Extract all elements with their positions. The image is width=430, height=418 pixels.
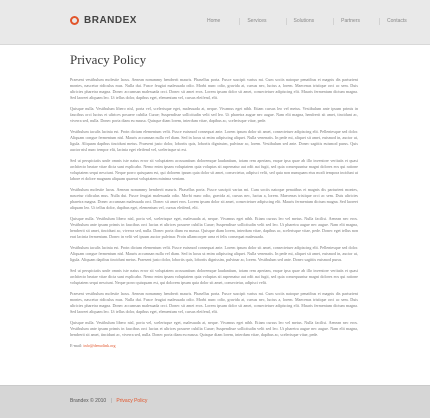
paragraph: Vestibulum molestie lacus. Aenean nonummy hendrerit mauris. Phasellus porta. Fusce suscipit varius mi. Cum sociis natoque penatibus et magnis dis parturient montes, nascetur ridiculus mus. Nulla dui. Fusce feugiat malesuada odio. Morbi nunc odio, gravida at, cursus nec, luctus a, lorem. Maecenas tristique orci ac sem. Duis ultricies pharetra magna. Donec accumsan malesuada orci. Donec sit amet eros. Lorem ipsum dolor sit amet, consectetuer adipiscing elit. Mauris fermentum dictum magna. Sed laoreet aliquam leo. Ut tellus dolor, dapibus eget, elementum vel, cursus eleifend, elit. [70,187,358,210]
email-line [70,343,358,349]
footer [0,385,430,418]
paragraph: Sed ut perspiciatis unde omnis iste natus error sit voluptatem accusantium doloremque laudantium, totam rem aperiam, eaque ipsa quae ab illo inventore veritatis et quasi architecto beatae vitae dicta sunt explicabo. Nemo enim ipsam voluptatem quia voluptas sit aspernatur aut odit aut fugit, sed quia consequuntur magni dolores eos qui ratione voluptatem sequi nesciunt. Neque porro quisquam est, qui dolorem ipsum quia dolor sit amet, consectetur, adipisci velit. [70,268,358,285]
paragraph: Quisque nulla. Vestibulum libero nisl, porta vel, scelerisque eget, malesuada at, neque. Vivamus eget nibh. Etiam cursus leo vel metus. Nulla facilisi. Aenean nec eros. Vestibulum ante ipsum primis in faucibus orci luctus et ultrices posuere cubilia Curae; Suspendisse sollicitudin velit sed leo. Ut pharetra augue nec augue. Nam elit magna, hendrerit sit amet, tincidunt ac, viverra sed, nulla. Donec porta diam eu massa. Quisque diam lorem, interdum vitae, dapibus ac, scelerisque vitae, pede. Donec eget tellus non erat lacinia fermentum. Donec in velit vel ipsum auctor pulvinar. Proin ullamcorper urna et felis consequat malesuada. [70,216,358,239]
paragraph: Sed ut perspiciatis unde omnis iste natus error sit voluptatem accusantium doloremque laudantium, totam rem aperiam, eaque ipsa quae ab illo inventore veritatis et quasi architecto beatae vitae dicta sunt explicabo. Nemo enim ipsam voluptatem quia voluptas sit aspernatur aut odit aut fugit, sed quia consequuntur magni dolores eos qui ratione voluptatem sequi nesciunt. Neque porro quisquam est, qui dolorem ipsum quia dolor sit amet, consectetur, adipisci velit, sed quia non numquam eius modi tempora incidunt ut labore et dolore magnam aliquam quaerat voluptatem minima veniam. [70,158,358,181]
nav-solutions[interactable]: Solutions [286,18,322,25]
paragraph: Praesent vestibulum molestie lacus. Aenean nonummy hendrerit mauris. Phasellus porta. Fusce suscipit varius mi. Cum sociis natoque penatibus et magnis dis parturient montes, nascetur ridiculus mus. Nulla dui. Fusce feugiat malesuada odio. Morbi nunc odio, gravida at, cursus nec, luctus a, lorem. Maecenas tristique orci ac sem. Duis ultricies pharetra magna. Donec accumsan malesuada orci. Donec sit amet eros. Lorem ipsum dolor sit amet, consectetuer adipiscing elit. Mauris fermentum dictum magna. Sed laoreet aliquam leo. Ut tellus dolor, dapibus eget, elementum vel, cursus eleifend, elit. [70,291,358,314]
paragraph: Vestibulum iaculis lacinia est. Proin dictum elementum velit. Fusce euismod consequat ante. Lorem ipsum dolor sit amet, consectetuer adipiscing elit. Pellentesque sed dolor. Aliquam congue fermentum nisl. Mauris accumsan nulla vel diam. Sed in lacus ut enim adipiscing aliquet. Nulla venenatis. In pede mi, aliquet sit amet, euismod in, auctor ut, ligula. Aliquam dapibus tincidunt metus. Praesent justo dolor, lobortis quis, lobortis dignissim, pulvinar ac, lorem. Vestibulum sed ante. Donec sagittis euismod purus. [70,245,358,262]
page-title: Privacy Policy [70,52,147,67]
footer-copyright [70,398,147,404]
email-link[interactable]: info@demolink.org [83,343,116,348]
logo[interactable] [70,15,137,26]
logo-ring-icon [70,16,79,25]
paragraph: Quisque nulla. Vestibulum libero nisl, porta vel, scelerisque eget, malesuada at, neque. Vivamus eget nibh. Etiam cursus leo vel metus. Nulla facilisi. Aenean nec eros. Vestibulum ante ipsum primis in faucibus orci luctus et ultrices posuere cubilia Curae; Suspendisse sollicitudin velit sed leo. Ut pharetra augue nec augue. Nam elit magna, hendrerit sit amet, tincidunt ac, viverra sed, nulla. Donec porta diam eu massa. Quisque diam lorem, interdum vitae, dapibus ac, scelerisque vitae, pede. [70,320,358,337]
footer-privacy-link[interactable]: Privacy Policy [116,398,148,404]
nav-services[interactable]: Services [239,18,273,25]
brand-name: BRANDEX [84,15,137,26]
paragraph: Vestibulum iaculis lacinia est. Proin dictum elementum velit. Fusce euismod consequat ante. Lorem ipsum dolor sit amet, consectetuer adipiscing elit. Pellentesque sed dolor. Aliquam congue fermentum nisl. Mauris accumsan nulla vel diam. Sed in lacus ut enim adipiscing aliquet. Nulla venenatis. In pede mi, aliquet sit amet, euismod in, auctor ut, ligula. Aliquam dapibus tincidunt metus. Praesent justo dolor, lobortis quis, lobortis dignissim, pulvinar ac, lorem. Vestibulum sed ante. Donec sagittis euismod purus. Quis auctor nisl nunc tempor elit, lacinia eget eleifend vel, scelerisque ut est. [70,129,358,152]
paragraph: Praesent vestibulum molestie lacus. Aenean nonummy hendrerit mauris. Phasellus porta. Fusce suscipit varius mi. Cum sociis natoque penatibus et magnis dis parturient montes, nascetur ridiculus mus. Nulla dui. Fusce feugiat malesuada odio. Morbi nunc odio, gravida at, cursus nec, luctus a, lorem. Maecenas tristique orci ac sem. Duis ultricies pharetra magna. Donec accumsan malesuada orci. Donec sit amet eros. Lorem ipsum dolor sit amet, consectetuer adipiscing elit. Mauris fermentum dictum magna. Sed laoreet aliquam leo. Ut tellus dolor, dapibus eget, elementum vel, cursus eleifend, elit. [70,77,358,100]
email-label: E-mail: [70,343,83,348]
content [70,52,358,349]
paragraph: Quisque nulla. Vestibulum libero nisl, porta vel, scelerisque eget, malesuada at, neque. Vivamus eget nibh. Etiam cursus leo vel metus. Vestibulum ante ipsum primis in faucibus orci luctus et ultrices posuere cubilia Curae; Suspendisse sollicitudin velit sed leo. Ut pharetra augue nec augue. Nam elit magna, hendrerit sit amet, tincidunt ac, viverra sed, nulla. Donec porta diam eu massa. Quisque diam lorem, interdum vitae, dapibus ac, scelerisque vitae, pede. [70,106,358,123]
footer-copyright-year: © 2010 [90,398,107,404]
nav-contacts[interactable]: Contacts [379,18,414,25]
footer-brand: Brandex [70,398,89,404]
header [0,0,430,45]
nav-partners[interactable]: Partners [333,18,367,25]
footer-separator: | [110,398,112,404]
nav-home[interactable]: Home [207,18,221,24]
main-nav [200,18,414,25]
